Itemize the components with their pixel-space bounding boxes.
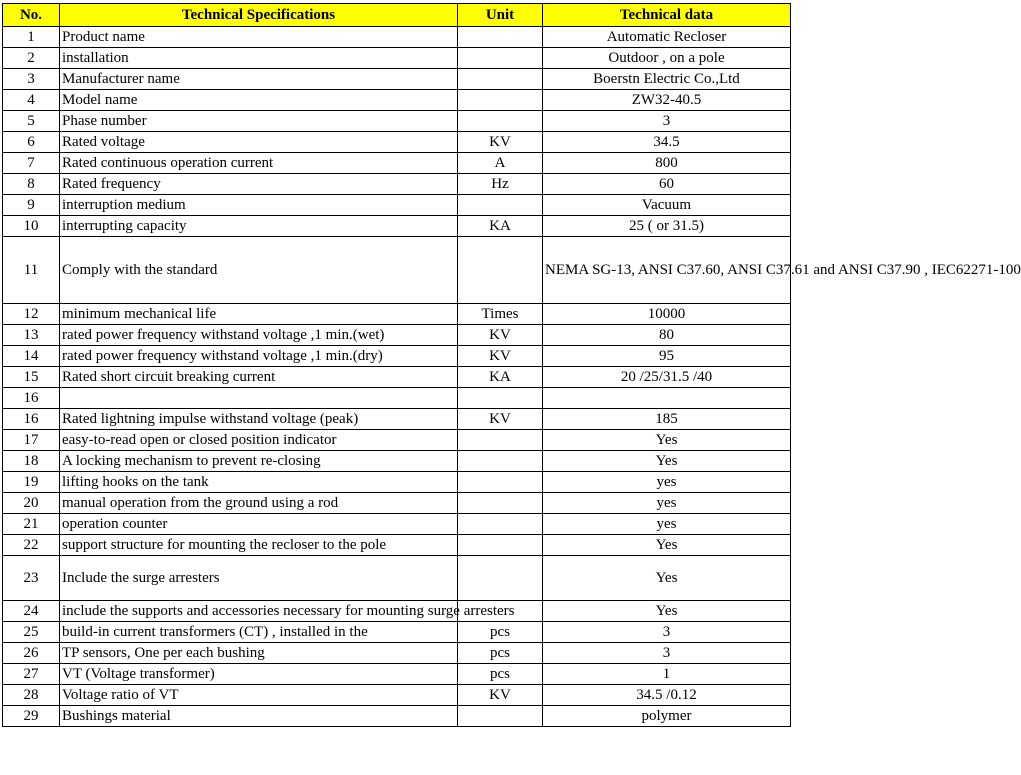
cell-spec: Include the surge arresters — [60, 556, 458, 601]
cell-unit — [458, 111, 543, 132]
cell-unit — [458, 195, 543, 216]
table-row — [3, 111, 791, 132]
cell-data: Yes — [543, 430, 791, 451]
cell-no: 12 — [3, 304, 60, 325]
cell-no: 4 — [3, 90, 60, 111]
cell-data — [543, 388, 791, 409]
cell-no: 2 — [3, 48, 60, 69]
cell-spec: Model name — [60, 90, 458, 111]
cell-spec: Manufacturer name — [60, 69, 458, 90]
cell-no: 15 — [3, 367, 60, 388]
cell-data: Boerstn Electric Co.,Ltd — [543, 69, 791, 90]
table-row — [3, 90, 791, 111]
cell-unit — [458, 514, 543, 535]
cell-no: 23 — [3, 556, 60, 601]
cell-data: 3 — [543, 111, 791, 132]
cell-data: 3 — [543, 622, 791, 643]
cell-unit — [458, 48, 543, 69]
cell-data: 34.5 /0.12 — [543, 685, 791, 706]
table-row — [3, 685, 791, 706]
cell-spec: Rated short circuit breaking current — [60, 367, 458, 388]
table-row — [3, 643, 791, 664]
cell-no: 13 — [3, 325, 60, 346]
cell-no: 1 — [3, 27, 60, 48]
cell-spec: build-in current transformers (CT) , installed in the — [60, 622, 458, 643]
table-row — [3, 535, 791, 556]
cell-spec: Phase number — [60, 111, 458, 132]
table-row — [3, 388, 791, 409]
cell-data: 80 — [543, 325, 791, 346]
cell-data: 3 — [543, 643, 791, 664]
cell-no: 16 — [3, 409, 60, 430]
cell-spec: rated power frequency withstand voltage ,1 min.(dry) — [60, 346, 458, 367]
cell-unit: Hz — [458, 174, 543, 195]
cell-no: 7 — [3, 153, 60, 174]
header-no: No. — [3, 4, 60, 27]
cell-data: 25 ( or 31.5) — [543, 216, 791, 237]
cell-spec: operation counter — [60, 514, 458, 535]
cell-data: 185 — [543, 409, 791, 430]
cell-data: 60 — [543, 174, 791, 195]
cell-no: 5 — [3, 111, 60, 132]
cell-unit — [458, 556, 543, 601]
cell-unit — [458, 451, 543, 472]
cell-spec: TP sensors, One per each bushing — [60, 643, 458, 664]
cell-spec: Rated frequency — [60, 174, 458, 195]
header-unit: Unit — [458, 4, 543, 27]
cell-spec: lifting hooks on the tank — [60, 472, 458, 493]
cell-spec: VT (Voltage transformer) — [60, 664, 458, 685]
cell-unit — [458, 237, 543, 304]
cell-spec: interrupting capacity — [60, 216, 458, 237]
cell-no: 11 — [3, 237, 60, 304]
cell-spec: A locking mechanism to prevent re-closing — [60, 451, 458, 472]
cell-no: 22 — [3, 535, 60, 556]
cell-no: 28 — [3, 685, 60, 706]
table-row — [3, 195, 791, 216]
cell-spec: Rated lightning impulse withstand voltage (peak) — [60, 409, 458, 430]
table-row — [3, 153, 791, 174]
cell-unit: pcs — [458, 643, 543, 664]
cell-unit — [458, 430, 543, 451]
cell-spec: Rated voltage — [60, 132, 458, 153]
cell-spec: Comply with the standard — [60, 237, 458, 304]
cell-no: 20 — [3, 493, 60, 514]
cell-spec: support structure for mounting the recloser to the pole — [60, 535, 458, 556]
table-row — [3, 174, 791, 195]
cell-spec: Bushings material — [60, 706, 458, 727]
table-row — [3, 367, 791, 388]
cell-no: 9 — [3, 195, 60, 216]
cell-data: Outdoor , on a pole — [543, 48, 791, 69]
cell-no: 14 — [3, 346, 60, 367]
cell-data: yes — [543, 472, 791, 493]
cell-data: Yes — [543, 451, 791, 472]
cell-no: 25 — [3, 622, 60, 643]
cell-no: 16 — [3, 388, 60, 409]
header-data: Technical data — [543, 4, 791, 27]
cell-unit — [458, 90, 543, 111]
table-row — [3, 304, 791, 325]
cell-data: Yes — [543, 535, 791, 556]
cell-no: 26 — [3, 643, 60, 664]
cell-no: 24 — [3, 601, 60, 622]
header-row — [3, 4, 791, 27]
cell-data: Vacuum — [543, 195, 791, 216]
header-spec: Technical Specifications — [60, 4, 458, 27]
cell-unit — [458, 472, 543, 493]
table-row — [3, 556, 791, 601]
table-row — [3, 216, 791, 237]
cell-spec: Product name — [60, 27, 458, 48]
table-row — [3, 493, 791, 514]
cell-unit: pcs — [458, 622, 543, 643]
table-row — [3, 451, 791, 472]
cell-spec: rated power frequency withstand voltage ,1 min.(wet) — [60, 325, 458, 346]
cell-no: 6 — [3, 132, 60, 153]
table-row — [3, 132, 791, 153]
cell-data: polymer — [543, 706, 791, 727]
cell-data: Automatic Recloser — [543, 27, 791, 48]
cell-no: 18 — [3, 451, 60, 472]
table-row — [3, 237, 791, 304]
table-row — [3, 664, 791, 685]
cell-data: yes — [543, 514, 791, 535]
cell-no: 8 — [3, 174, 60, 195]
table-row — [3, 430, 791, 451]
table-row — [3, 409, 791, 430]
cell-data: yes — [543, 493, 791, 514]
cell-no: 21 — [3, 514, 60, 535]
cell-unit: KV — [458, 325, 543, 346]
cell-unit: KA — [458, 216, 543, 237]
cell-data: 1 — [543, 664, 791, 685]
cell-unit — [458, 493, 543, 514]
cell-spec: Voltage ratio of VT — [60, 685, 458, 706]
technical-spec-table — [2, 3, 1021, 727]
table-row — [3, 514, 791, 535]
cell-no: 19 — [3, 472, 60, 493]
table-row — [3, 346, 791, 367]
cell-unit: KV — [458, 132, 543, 153]
cell-spec: manual operation from the ground using a rod — [60, 493, 458, 514]
cell-data: ZW32-40.5 — [543, 90, 791, 111]
cell-unit: KA — [458, 367, 543, 388]
cell-no: 3 — [3, 69, 60, 90]
cell-data: Yes — [543, 601, 791, 622]
cell-unit — [458, 69, 543, 90]
cell-unit — [458, 27, 543, 48]
cell-data: 800 — [543, 153, 791, 174]
cell-unit: pcs — [458, 664, 543, 685]
cell-data: NEMA SG-13, ANSI C37.60, ANSI C37.61 and ANSI C37.90 , IEC62271-100 — [543, 237, 791, 304]
cell-unit: KV — [458, 409, 543, 430]
cell-spec: interruption medium — [60, 195, 458, 216]
cell-spec: include the supports and accessories necessary for mounting surge arresters — [60, 601, 458, 622]
table-row — [3, 472, 791, 493]
cell-spec: Rated continuous operation current — [60, 153, 458, 174]
cell-data: Yes — [543, 556, 791, 601]
table-row — [3, 325, 791, 346]
cell-data: 20 /25/31.5 /40 — [543, 367, 791, 388]
cell-no: 10 — [3, 216, 60, 237]
table-row — [3, 27, 791, 48]
table-body — [3, 27, 1021, 727]
cell-no: 17 — [3, 430, 60, 451]
cell-unit — [458, 388, 543, 409]
cell-unit: KV — [458, 685, 543, 706]
table-row — [3, 48, 791, 69]
cell-unit — [458, 706, 543, 727]
cell-no: 27 — [3, 664, 60, 685]
cell-spec: easy-to-read open or closed position indicator — [60, 430, 458, 451]
cell-spec — [60, 388, 458, 409]
table-row — [3, 622, 791, 643]
cell-unit: A — [458, 153, 543, 174]
cell-unit: Times — [458, 304, 543, 325]
cell-no: 29 — [3, 706, 60, 727]
table-row — [3, 69, 791, 90]
table-row — [3, 601, 791, 622]
cell-data: 34.5 — [543, 132, 791, 153]
table-row — [3, 706, 791, 727]
cell-unit — [458, 535, 543, 556]
cell-data: 95 — [543, 346, 791, 367]
cell-spec: minimum mechanical life — [60, 304, 458, 325]
cell-data: 10000 — [543, 304, 791, 325]
cell-spec: installation — [60, 48, 458, 69]
cell-unit: KV — [458, 346, 543, 367]
